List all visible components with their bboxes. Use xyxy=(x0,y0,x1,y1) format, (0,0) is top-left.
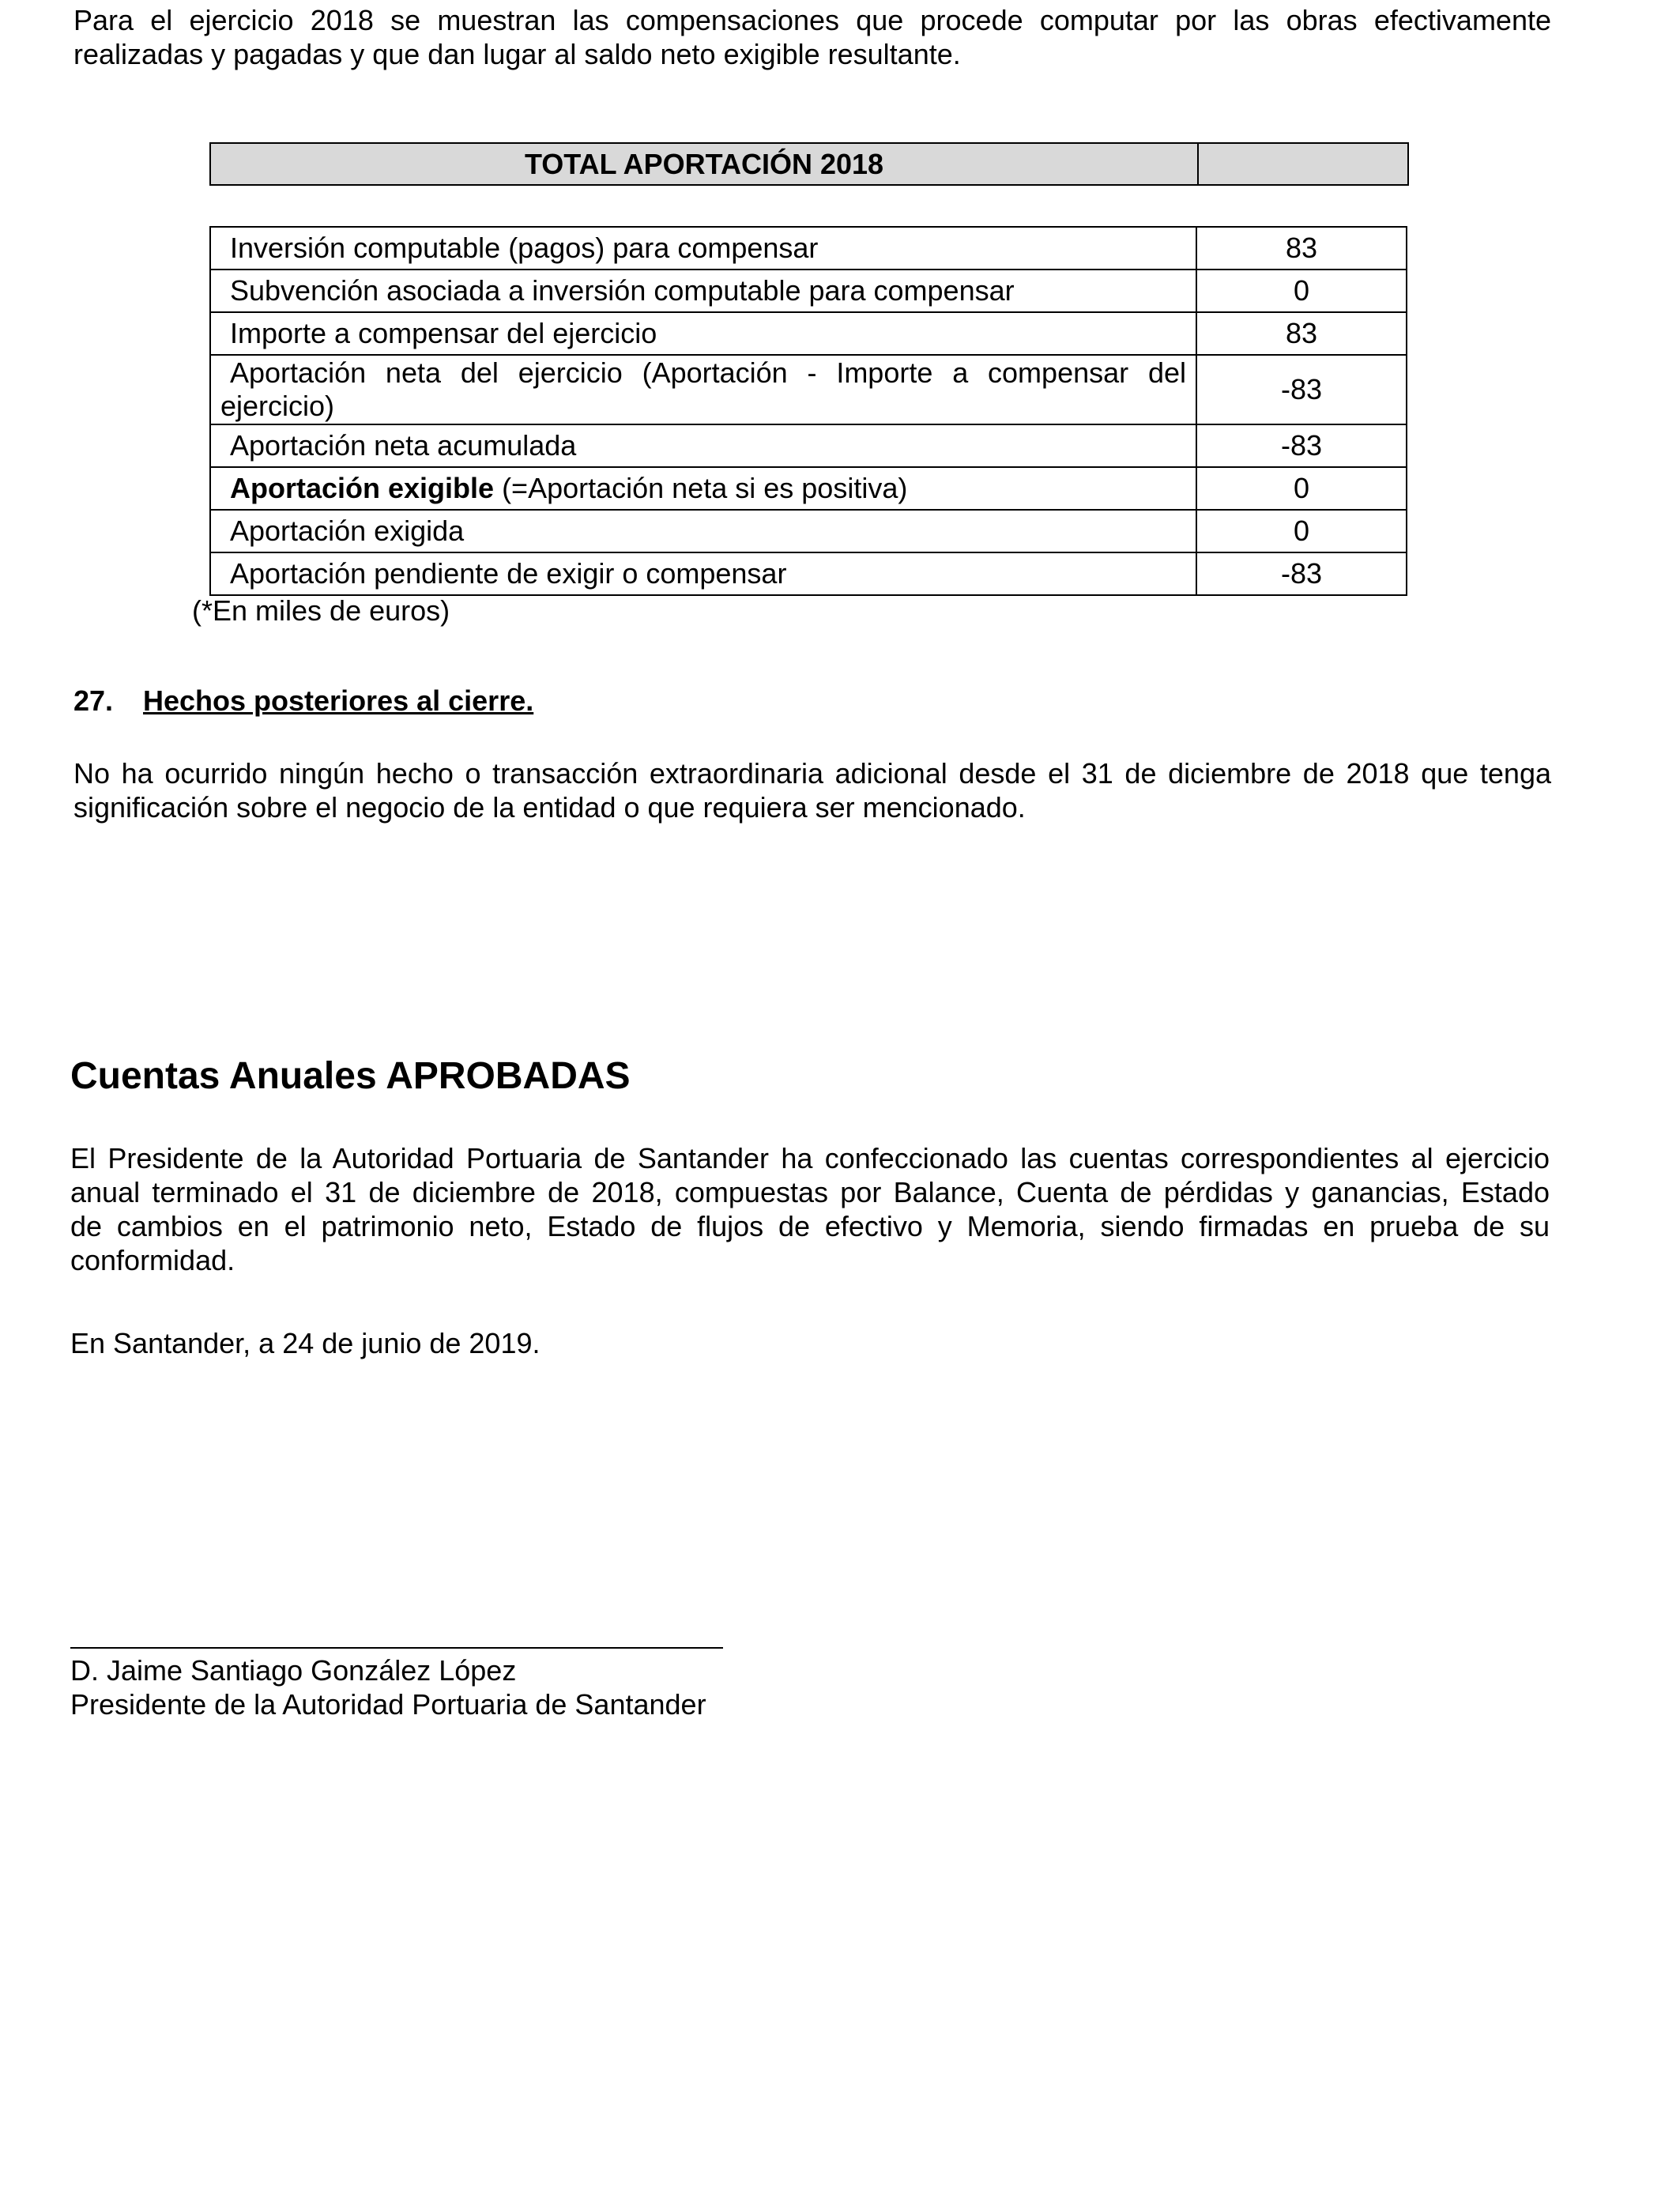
row-label xyxy=(210,355,1196,424)
row-value: 0 xyxy=(1196,467,1407,510)
section-title: Hechos posteriores al cierre. xyxy=(143,684,534,717)
approval-paragraph xyxy=(70,1141,1550,1277)
approval-line-2: anual terminado el 31 de diciembre de 2018, compuestas por Balance, Cuenta de pérdidas y ganancias, Estado xyxy=(70,1176,1550,1208)
table-row xyxy=(210,510,1407,552)
section-27-line-2: significación sobre el negocio de la entidad o que requiera ser mencionado. xyxy=(73,791,1026,824)
row-label-rest: (=Aportación neta si es positiva) xyxy=(494,472,908,504)
row-value: -83 xyxy=(1196,552,1407,595)
approval-line-3: de cambios en el patrimonio neto, Estado de flujos de efectivo y Memoria, siendo firmadas en prueba de su xyxy=(70,1210,1550,1242)
row-label-line-2: ejercicio) xyxy=(220,390,335,422)
intro-line-1: Para el ejercicio 2018 se muestran las compensaciones que procede computar por las obras efectivamente xyxy=(73,4,1551,36)
signature-line xyxy=(70,1647,723,1649)
signature-block xyxy=(70,1653,706,1721)
row-label: Aportación neta acumulada xyxy=(210,424,1196,467)
approval-line-1: El Presidente de la Autoridad Portuaria de Santander ha confeccionado las cuentas correspondientes al ejercicio xyxy=(70,1142,1550,1174)
section-27-heading xyxy=(73,684,534,718)
row-value: 83 xyxy=(1196,227,1407,270)
place-date: En Santander, a 24 de junio de 2019. xyxy=(70,1327,541,1359)
approval-title: Cuentas Anuales APROBADAS xyxy=(70,1055,631,1097)
section-27-paragraph xyxy=(73,756,1551,824)
approval-line-4: conformidad. xyxy=(70,1244,235,1276)
row-value: 0 xyxy=(1196,510,1407,552)
table-header-value xyxy=(1198,143,1408,185)
row-value: -83 xyxy=(1196,424,1407,467)
row-value: 83 xyxy=(1196,312,1407,355)
row-value: -83 xyxy=(1196,355,1407,424)
row-label: Importe a compensar del ejercicio xyxy=(210,312,1196,355)
row-value: 0 xyxy=(1196,270,1407,312)
row-label xyxy=(210,467,1196,510)
table-row xyxy=(210,312,1407,355)
intro-line-2: realizadas y pagadas y que dan lugar al saldo neto exigible resultante. xyxy=(73,38,961,70)
table-footnote: (*En miles de euros) xyxy=(192,594,450,627)
aportacion-table xyxy=(209,226,1407,596)
table-row xyxy=(210,270,1407,312)
section-number: 27. xyxy=(73,684,114,717)
signatory-name: D. Jaime Santiago González López xyxy=(70,1654,517,1687)
table-row xyxy=(210,552,1407,595)
section-27-line-1: No ha ocurrido ningún hecho o transacción extraordinaria adicional desde el 31 de diciembre de 2018 que tenga xyxy=(73,757,1551,790)
signatory-role: Presidente de la Autoridad Portuaria de Santander xyxy=(70,1688,706,1721)
table-row xyxy=(210,355,1407,424)
row-label-line-1: Aportación neta del ejercicio (Aportación - Importe a compensar del xyxy=(230,356,1186,389)
row-label: Inversión computable (pagos) para compensar xyxy=(210,227,1196,270)
row-label: Subvención asociada a inversión computable para compensar xyxy=(210,270,1196,312)
table-row xyxy=(210,467,1407,510)
table-row xyxy=(210,227,1407,270)
table-row xyxy=(210,424,1407,467)
row-label: Aportación exigida xyxy=(210,510,1196,552)
row-label: Aportación pendiente de exigir o compensar xyxy=(210,552,1196,595)
row-label-bold: Aportación exigible xyxy=(230,472,495,504)
table-header-title: TOTAL APORTACIÓN 2018 xyxy=(210,143,1198,185)
intro-paragraph xyxy=(73,3,1551,71)
aportacion-header-table xyxy=(209,142,1409,186)
